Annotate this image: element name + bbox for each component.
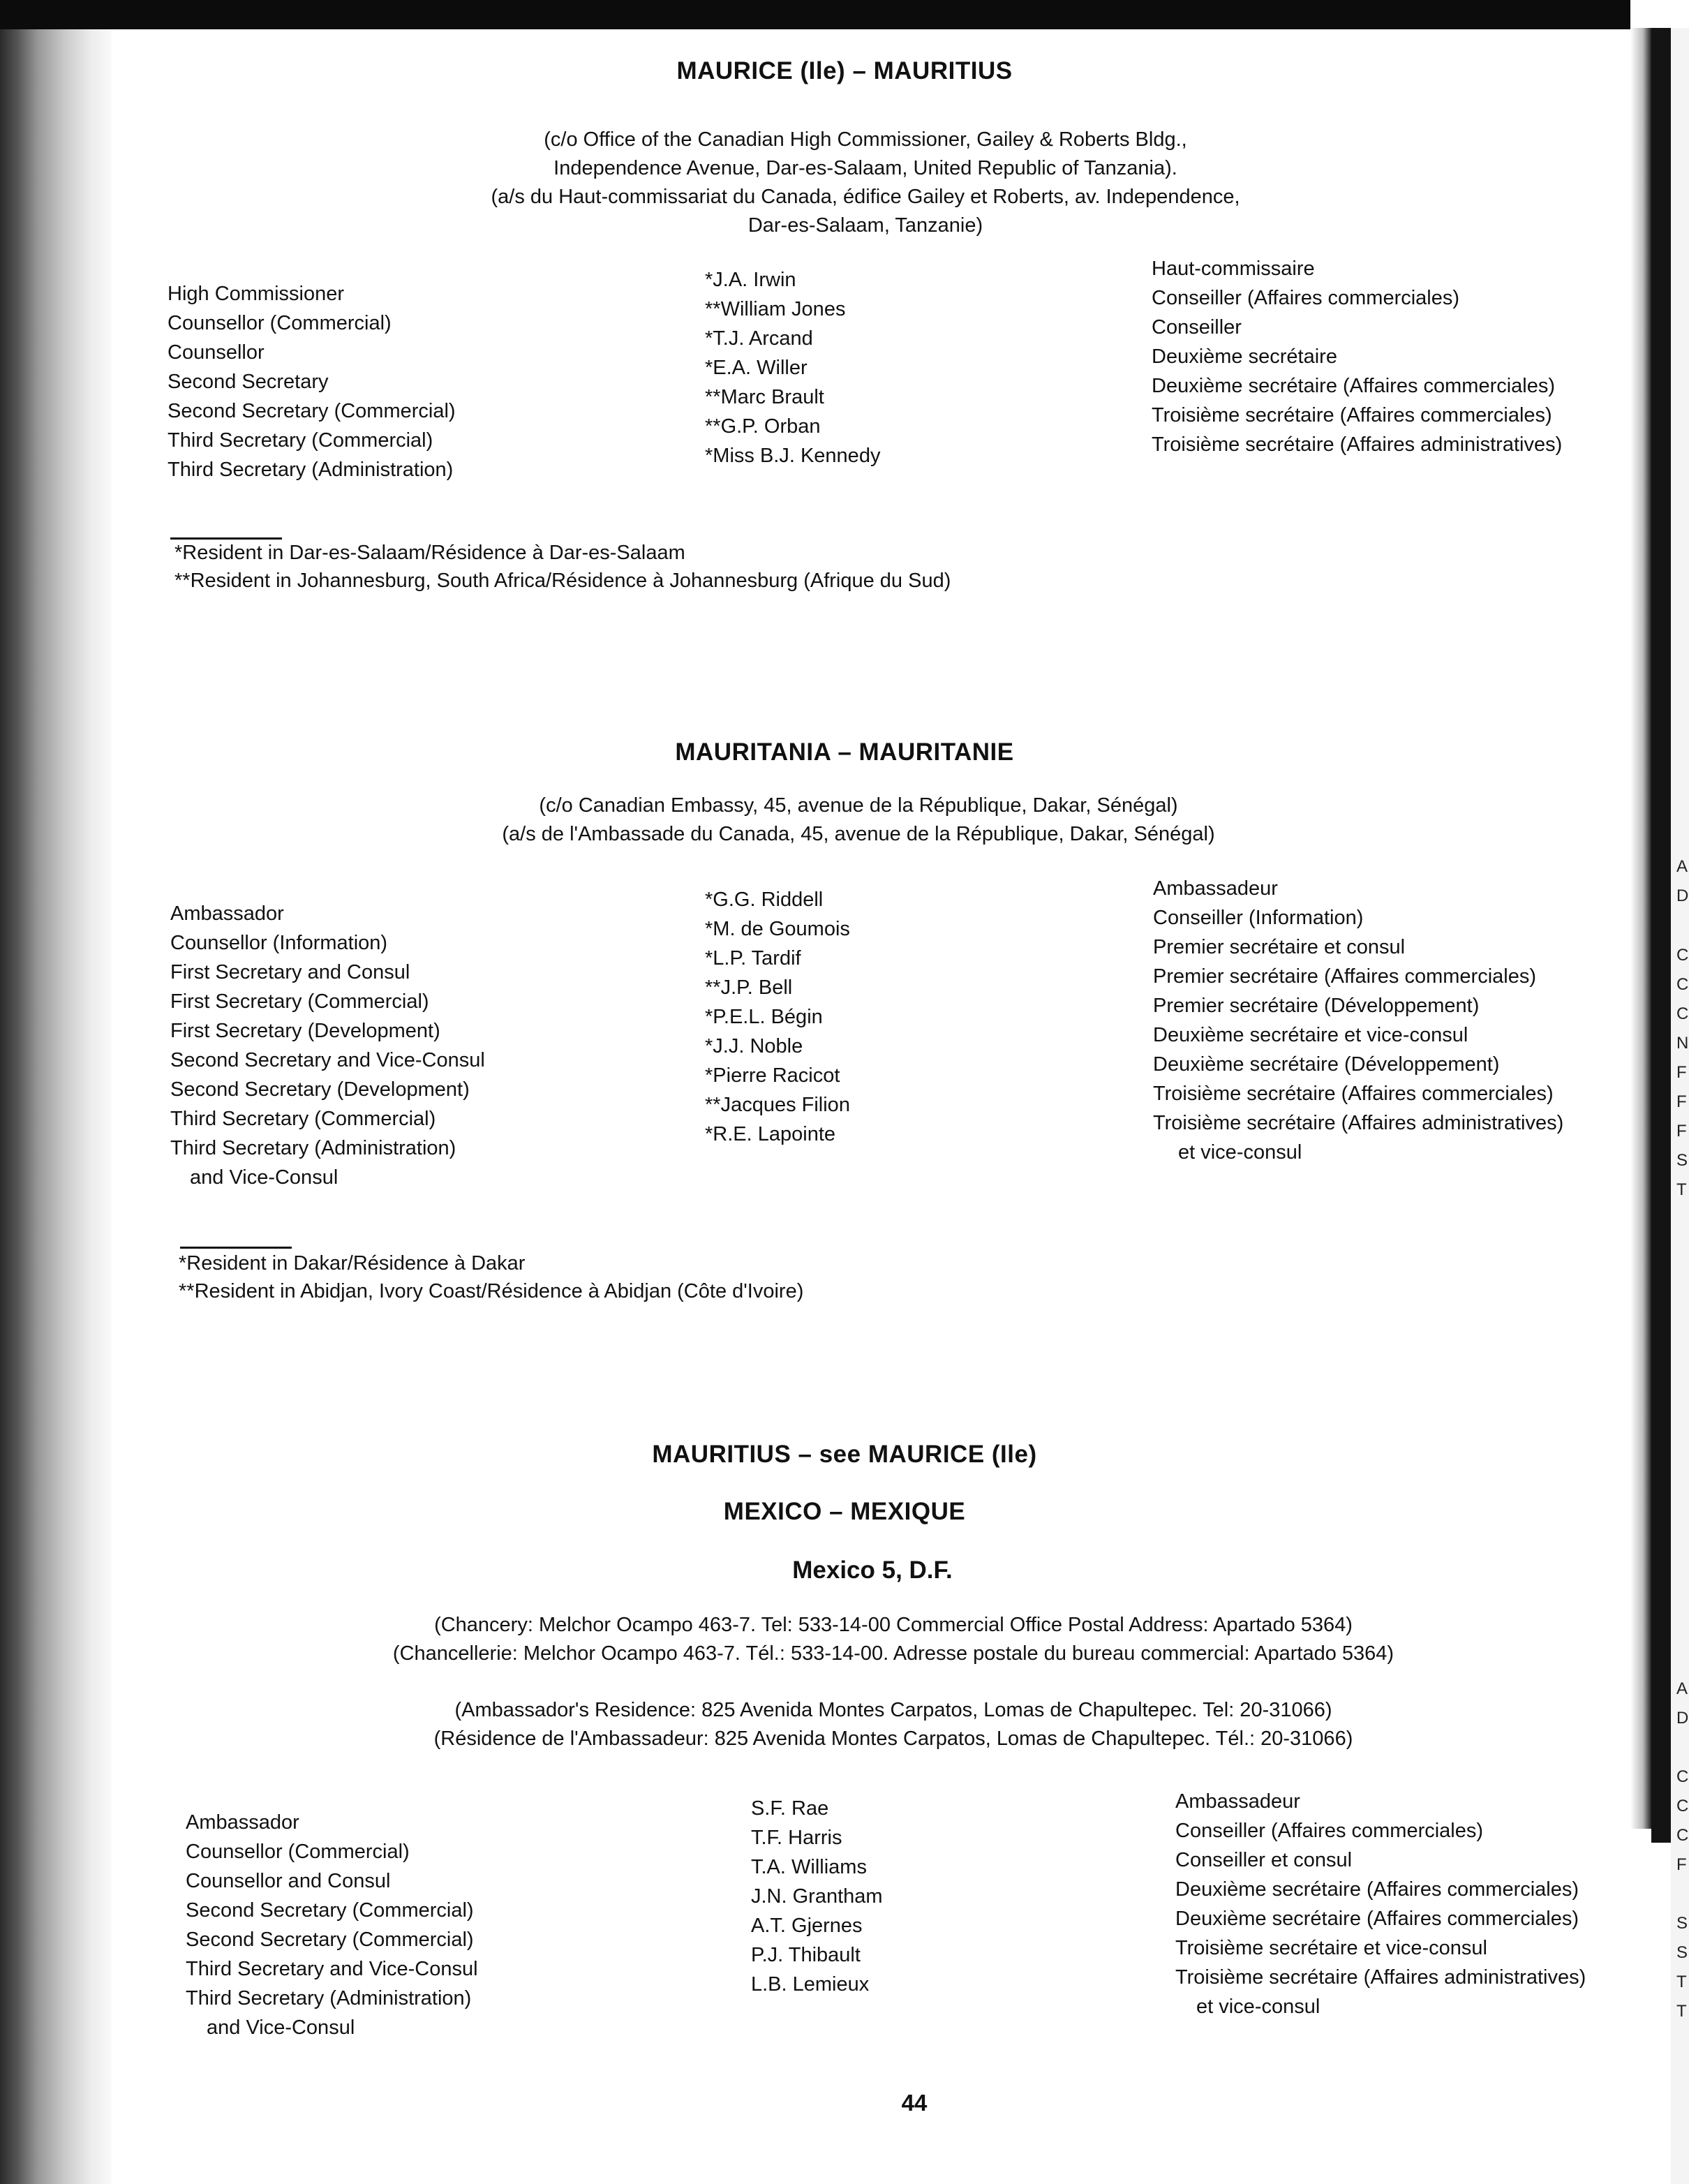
titles-fr-mexico: [1175, 1787, 1586, 2021]
address-line: Dar-es-Salaam, Tanzanie): [747, 214, 983, 237]
title-fr: Deuxième secrétaire (Affaires commerciales): [1152, 375, 1556, 397]
names-mauritania: [705, 885, 850, 1149]
address-line: (Résidence de l'Ambassadeur: 825 Avenida Montes Carpatos, Lomas de Chapultepec. Tél.: 20-31066): [433, 1728, 1353, 1750]
title-fr: et vice-consul: [1178, 1141, 1302, 1164]
names-mexico: [751, 1794, 883, 1999]
title-fr: et vice-consul: [1196, 1996, 1320, 2018]
titles-fr-mauritania: [1153, 874, 1563, 1167]
title-fr: Conseiller: [1152, 316, 1242, 339]
adjacent-page-fragment: F: [1676, 1122, 1687, 1141]
adjacent-page-fragment: S: [1676, 1151, 1688, 1170]
officer-name: *Miss B.J. Kennedy: [705, 445, 881, 467]
title-en: Third Secretary (Commercial): [170, 1108, 436, 1130]
title-fr: Conseiller (Affaires commerciales): [1152, 287, 1460, 309]
title-fr: Premier secrétaire (Développement): [1153, 995, 1480, 1017]
scan-left-shadow: [0, 29, 112, 2184]
titles-fr-maurice: [1152, 254, 1562, 459]
officer-name: **William Jones: [705, 298, 846, 320]
names-maurice: [705, 265, 880, 470]
title-en: Third Secretary and Vice-Consul: [186, 1958, 478, 1980]
title-en: High Commissioner: [168, 283, 345, 305]
footnotes-mauritania: [179, 1249, 803, 1305]
adjacent-page-fragment: S: [1676, 1914, 1688, 1933]
section-title-mauritania: MAURITANIA – MAURITANIE: [675, 738, 1014, 766]
title-fr: Conseiller (Affaires commerciales): [1175, 1820, 1484, 1842]
address-line: (c/o Office of the Canadian High Commissioner, Gailey & Roberts Bldg.,: [544, 128, 1187, 151]
officer-name: *P.E.L. Bégin: [705, 1006, 823, 1028]
title-fr: Conseiller et consul: [1175, 1849, 1353, 1871]
title-fr: Troisième secrétaire et vice-consul: [1175, 1937, 1487, 1959]
title-fr: Haut-commissaire: [1152, 258, 1315, 280]
title-en: Second Secretary: [168, 371, 329, 393]
title-fr: Troisième secrétaire (Affaires administratives): [1152, 433, 1563, 456]
adjacent-page-fragment: C: [1676, 1004, 1689, 1023]
title-en: Counsellor and Consul: [186, 1870, 391, 1892]
section-title-mexico: MEXICO – MEXIQUE: [723, 1498, 966, 1525]
title-fr: Deuxième secrétaire (Développement): [1153, 1053, 1500, 1076]
address-block-mauritania: [14, 792, 1689, 849]
title-en: and Vice-Consul: [207, 2016, 355, 2039]
title-en: Third Secretary (Administration): [168, 459, 454, 481]
address-line: (Ambassador's Residence: 825 Avenida Montes Carpatos, Lomas de Chapultepec. Tel: 20-31066): [454, 1699, 1332, 1721]
address-block-maurice: [21, 126, 1689, 240]
mexico-city: Mexico 5, D.F.: [792, 1557, 953, 1584]
adjacent-page-fragment: F: [1676, 1092, 1687, 1111]
title-en: Third Secretary (Administration): [186, 1987, 472, 2010]
address-line: (a/s du Haut-commissariat du Canada, édifice Gailey et Roberts, av. Independence,: [491, 186, 1240, 208]
officer-name: *E.A. Willer: [705, 357, 808, 379]
title-en: Second Secretary (Development): [170, 1078, 470, 1101]
title-en: Ambassador: [170, 902, 284, 925]
title-fr: Troisième secrétaire (Affaires commerciales): [1152, 404, 1552, 426]
title-fr: Troisième secrétaire (Affaires commerciales): [1153, 1083, 1554, 1105]
officer-name: A.T. Gjernes: [751, 1915, 863, 1937]
officer-name: *L.P. Tardif: [705, 947, 801, 970]
adjacent-page-fragment: N: [1676, 1034, 1689, 1053]
officer-name: T.F. Harris: [751, 1827, 842, 1849]
title-fr: Deuxième secrétaire (Affaires commerciales): [1175, 1908, 1579, 1930]
officer-name: *Pierre Racicot: [705, 1064, 840, 1087]
officer-name: *J.J. Noble: [705, 1035, 803, 1057]
title-en: First Secretary and Consul: [170, 961, 410, 983]
title-fr: Troisième secrétaire (Affaires administratives): [1175, 1966, 1586, 1989]
titles-en-mexico: [186, 1808, 478, 2042]
footnote: **Resident in Johannesburg, South Africa/Résidence à Johannesburg (Afrique du Sud): [174, 570, 951, 592]
adjacent-page-fragment: T: [1676, 1973, 1687, 1991]
title-en: First Secretary (Commercial): [170, 990, 429, 1013]
adjacent-page-fragment: C: [1676, 975, 1689, 994]
title-en: Third Secretary (Administration): [170, 1137, 456, 1159]
title-en: and Vice-Consul: [190, 1166, 338, 1189]
residence-block-mexico: [49, 1696, 1689, 1753]
officer-name: *T.J. Arcand: [705, 327, 813, 350]
footnote: **Resident in Abidjan, Ivory Coast/Résidence à Abidjan (Côte d'Ivoire): [179, 1280, 804, 1302]
adjacent-page-fragment: T: [1676, 2002, 1687, 2021]
footnote: *Resident in Dakar/Résidence à Dakar: [179, 1252, 526, 1275]
title-fr: Premier secrétaire et consul: [1153, 936, 1406, 958]
adjacent-page-fragment: T: [1676, 1180, 1687, 1199]
address-line: (c/o Canadian Embassy, 45, avenue de la République, Dakar, Sénégal): [539, 794, 1178, 817]
title-fr: Ambassadeur: [1175, 1790, 1300, 1813]
title-fr: Deuxième secrétaire: [1152, 346, 1337, 368]
officer-name: *M. de Goumois: [705, 918, 850, 940]
title-en: Second Secretary (Commercial): [186, 1929, 474, 1951]
officer-name: **J.P. Bell: [705, 976, 793, 999]
section-title-maurice: MAURICE (Ile) – MAURITIUS: [676, 57, 1013, 84]
officer-name: S.F. Rae: [751, 1797, 829, 1820]
adjacent-page-fragment: C: [1676, 1826, 1689, 1845]
title-en: Counsellor: [168, 341, 265, 364]
adjacent-page-fragment: A: [1676, 1679, 1688, 1698]
adjacent-page-fragment: F: [1676, 1855, 1687, 1874]
scan-top-border: [0, 0, 1689, 29]
titles-en-maurice: [168, 279, 456, 484]
title-fr: Deuxième secrétaire (Affaires commerciales): [1175, 1878, 1579, 1901]
title-en: Third Secretary (Commercial): [168, 429, 433, 452]
title-fr: Premier secrétaire (Affaires commerciales): [1153, 965, 1536, 988]
page-number: 44: [901, 2090, 928, 2116]
title-fr: Conseiller (Information): [1153, 907, 1364, 929]
adjacent-page-fragment: A: [1676, 857, 1688, 876]
title-en: Counsellor (Commercial): [186, 1841, 410, 1863]
chancery-block-mexico: [49, 1611, 1689, 1668]
officer-name: **G.P. Orban: [705, 415, 821, 438]
title-en: Counsellor (Information): [170, 932, 388, 954]
officer-name: L.B. Lemieux: [751, 1973, 870, 1996]
footnotes-maurice: [174, 539, 951, 595]
adjacent-page-fragment: F: [1676, 1063, 1687, 1082]
title-en: Counsellor (Commercial): [168, 312, 392, 334]
title-fr: Ambassadeur: [1153, 877, 1278, 900]
title-fr: Troisième secrétaire (Affaires administratives): [1153, 1112, 1564, 1134]
officer-name: P.J. Thibault: [751, 1944, 861, 1966]
title-en: First Secretary (Development): [170, 1020, 440, 1042]
adjacent-page-fragment: D: [1676, 1709, 1689, 1728]
adjacent-page-fragment: C: [1676, 1797, 1689, 1815]
adjacent-page-fragment: C: [1676, 946, 1689, 965]
officer-name: **Jacques Filion: [705, 1094, 850, 1116]
adjacent-page-fragment: S: [1676, 1943, 1688, 1962]
officer-name: **Marc Brault: [705, 386, 824, 408]
title-en: Ambassador: [186, 1811, 299, 1834]
officer-name: T.A. Williams: [751, 1856, 867, 1878]
address-line: Independence Avenue, Dar-es-Salaam, United Republic of Tanzania).: [553, 157, 1177, 179]
title-en: Second Secretary (Commercial): [168, 400, 456, 422]
footnote-rule: [180, 1247, 292, 1249]
officer-name: *J.A. Irwin: [705, 269, 796, 291]
title-en: Second Secretary and Vice-Consul: [170, 1049, 485, 1071]
title-fr: Deuxième secrétaire et vice-consul: [1153, 1024, 1468, 1046]
titles-en-mauritania: [170, 899, 485, 1192]
section-title-mauritius-ref: MAURITIUS – see MAURICE (Ile): [652, 1441, 1037, 1468]
footnote: *Resident in Dar-es-Salaam/Résidence à Dar-es-Salaam: [174, 542, 685, 564]
adjacent-page-fragment: D: [1676, 886, 1689, 905]
address-line: (Chancellerie: Melchor Ocampo 463-7. Tél.: 533-14-00. Adresse postale du bureau commercial: Apartado 5364): [392, 1642, 1394, 1665]
adjacent-page-fragment: C: [1676, 1767, 1689, 1786]
title-en: Second Secretary (Commercial): [186, 1899, 474, 1922]
officer-name: *R.E. Lapointe: [705, 1123, 836, 1145]
officer-name: J.N. Grantham: [751, 1885, 883, 1908]
officer-name: *G.G. Riddell: [705, 889, 824, 911]
address-line: (Chancery: Melchor Ocampo 463-7. Tel: 533-14-00 Commercial Office Postal Address: Apartado 5364): [434, 1614, 1353, 1636]
address-line: (a/s de l'Ambassade du Canada, 45, avenue de la République, Dakar, Sénégal): [502, 823, 1215, 845]
